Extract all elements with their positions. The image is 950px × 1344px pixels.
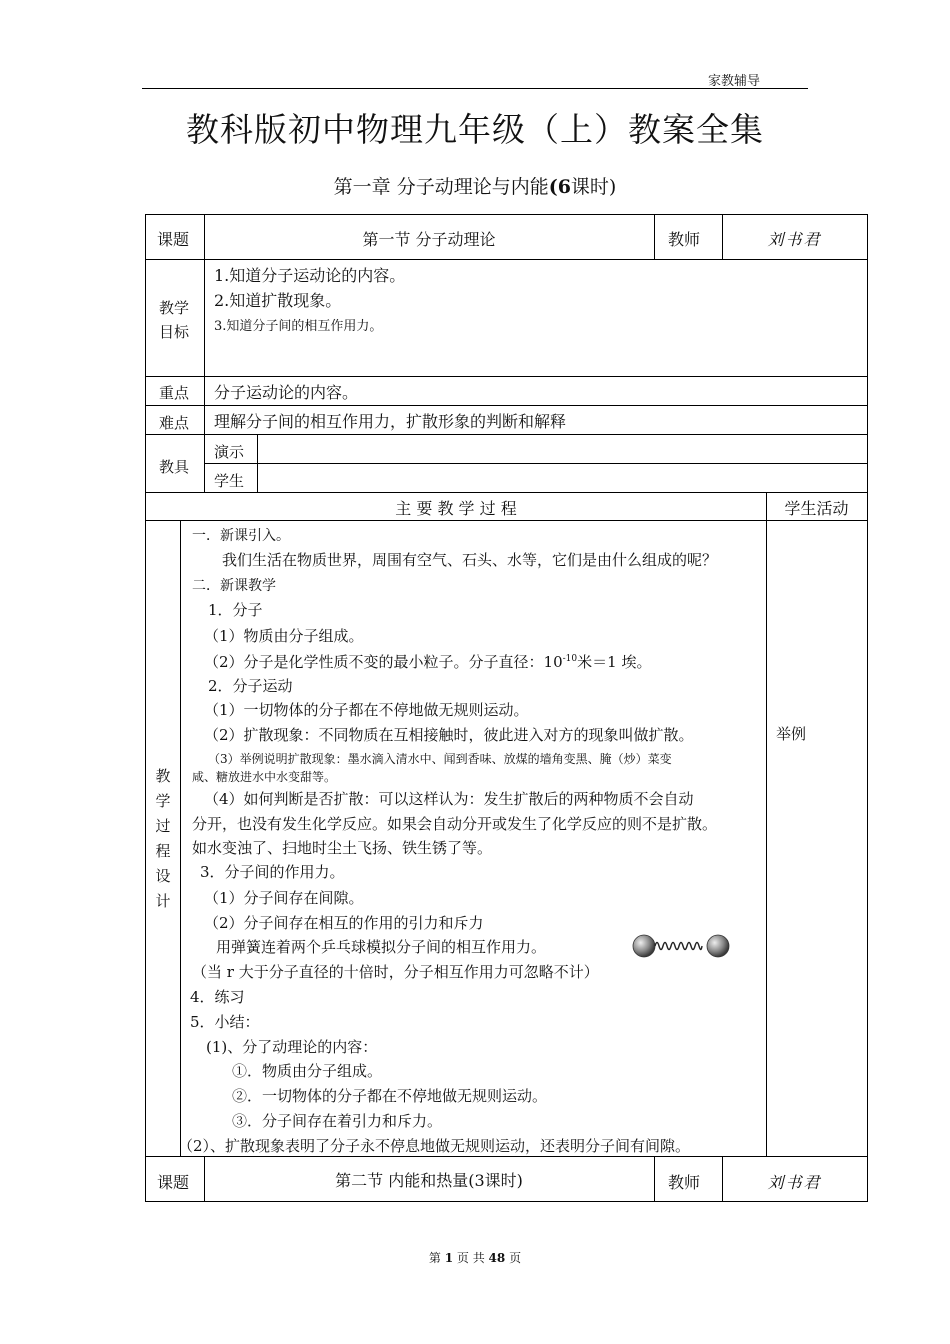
process-line: ①．物质由分子组成。	[232, 1062, 383, 1080]
tools-label: 教具	[159, 458, 190, 476]
topic-value: 第二节 内能和热量(3课时)	[335, 1171, 523, 1190]
process-line: 5．小结：	[190, 1013, 260, 1031]
topic-value: 第一节 分子动理论	[362, 230, 496, 249]
process-header: 主 要 教 学 过 程	[395, 499, 517, 518]
process-line: 咸、糖放进水中水变甜等。	[192, 770, 337, 784]
process-line: （2）、扩散现象表明了分子永不停息地做无规则运动，还表明分子间有间隙。	[178, 1137, 691, 1155]
teacher-name: 刘书君	[767, 1173, 822, 1192]
topic-label: 课题	[157, 230, 190, 249]
row-divider	[146, 434, 867, 435]
chapter-prefix: 第一章 分子动理论与内能	[333, 176, 549, 198]
difficult-text: 理解分子间的相互作用力，扩散形象的判断和解释	[214, 412, 567, 431]
activity-header: 学生活动	[784, 499, 849, 518]
chapter-hours: (6	[548, 176, 571, 198]
col-divider	[257, 434, 258, 492]
process-line: 2．分子运动	[208, 677, 293, 695]
process-line: 我们生活在物质世界，周围有空气、石头、水等，它们是由什么组成的呢？	[222, 551, 718, 569]
key-label: 重点	[159, 384, 190, 402]
difficult-label: 难点	[159, 414, 190, 432]
header-rule	[142, 88, 808, 89]
teacher-label: 教师	[668, 230, 701, 249]
col-divider	[654, 1156, 655, 1202]
tools-demo-label: 演示	[214, 443, 245, 461]
footer-text: 页	[505, 1251, 522, 1265]
page-header-text: 家教辅导	[708, 74, 761, 89]
process-line: （1）物质由分子组成。	[204, 627, 364, 645]
document-title: 教科版初中物理九年级（上）教案全集	[186, 110, 764, 149]
row-divider	[146, 492, 867, 493]
footer-text: 第	[428, 1251, 445, 1265]
col-divider	[180, 520, 181, 1156]
process-line: 3．分子间的作用力。	[200, 863, 345, 881]
process-line: 一．新课引入。	[192, 528, 290, 544]
process-line-part: 米＝1 埃。	[577, 653, 652, 671]
exponent: -10	[562, 654, 578, 664]
process-line: （当 r 大于分子直径的十倍时，分子相互作用力可忽略不计）	[192, 963, 599, 981]
row-divider	[146, 259, 867, 260]
process-line: 用弹簧连着两个乒乓球模拟分子间的相互作用力。	[216, 938, 547, 956]
process-line: 二．新课教学	[192, 578, 276, 594]
process-line: 4．练习	[190, 988, 245, 1006]
goal-item: 1.知道分子运动论的内容。	[214, 266, 406, 285]
topic-label: 课题	[157, 1173, 190, 1192]
teacher-name: 刘书君	[767, 230, 822, 249]
process-line: 如水变浊了、扫地时尘土飞扬、铁生锈了等。	[192, 839, 493, 857]
goals-label-line2: 目标	[159, 323, 190, 341]
design-label-char: 教	[155, 767, 171, 785]
teacher-label: 教师	[668, 1173, 701, 1192]
process-line: 分开，也没有发生化学反应。如果会自动分开或发生了化学反应的则不是扩散。	[192, 815, 718, 833]
design-label-char: 计	[155, 892, 171, 910]
process-line-part: （2）分子是化学性质不变的最小粒子。分子直径：10	[204, 653, 563, 671]
col-divider	[654, 215, 655, 259]
design-label	[153, 764, 173, 914]
col-divider	[766, 492, 767, 1156]
design-label-char: 过	[155, 817, 171, 835]
spring-ball-figure	[632, 932, 730, 960]
tools-student-label: 学生	[214, 472, 245, 490]
design-label-char: 学	[155, 792, 171, 810]
process-line	[204, 651, 651, 672]
row-divider	[204, 463, 867, 464]
key-text: 分子运动论的内容。	[214, 383, 359, 402]
process-line: （4）如何判断是否扩散：可以这样认为：发生扩散后的两种物质不会自动	[204, 790, 694, 808]
row-divider	[146, 1156, 867, 1157]
page-footer	[0, 1249, 950, 1266]
process-line: （2）扩散现象：不同物质在互相接触时，彼此进入对方的现象叫做扩散。	[204, 726, 694, 744]
row-divider	[146, 520, 867, 521]
col-divider	[204, 215, 205, 492]
process-line: (1)、分了动理论的内容：	[206, 1038, 378, 1056]
row-divider	[146, 376, 867, 377]
page-total: 48	[488, 1251, 506, 1265]
goal-item: 3.知道分子间的相互作用力。	[214, 319, 383, 334]
row-divider	[146, 405, 867, 406]
chapter-title	[0, 172, 950, 199]
goal-item: 2.知道扩散现象。	[214, 291, 342, 310]
process-line: （1）一切物体的分子都在不停地做无规则运动。	[204, 701, 529, 719]
process-line: ③．分子间存在着引力和斥力。	[232, 1112, 443, 1130]
chapter-suffix: 课时)	[570, 176, 617, 198]
goals-label-line1: 教学	[159, 299, 190, 317]
process-line: ②．一切物体的分子都在不停地做无规则运动。	[232, 1087, 548, 1105]
design-label-char: 设	[155, 867, 171, 885]
activity-text: 举例	[776, 725, 807, 743]
process-line: （3）举例说明扩散现象：墨水滴入清水中、闻到香味、放煤的墙角变黑、腌（炒）菜变	[208, 752, 672, 766]
lesson-plan-table	[145, 214, 868, 1202]
page-number: 1	[444, 1251, 454, 1265]
footer-text: 页 共	[453, 1251, 489, 1265]
process-line: （2）分子间存在相互的作用的引力和斥力	[204, 914, 484, 932]
process-line: （1）分子间存在间隙。	[204, 889, 364, 907]
design-label-char: 程	[155, 842, 171, 860]
process-line: 1．分子	[208, 601, 263, 619]
